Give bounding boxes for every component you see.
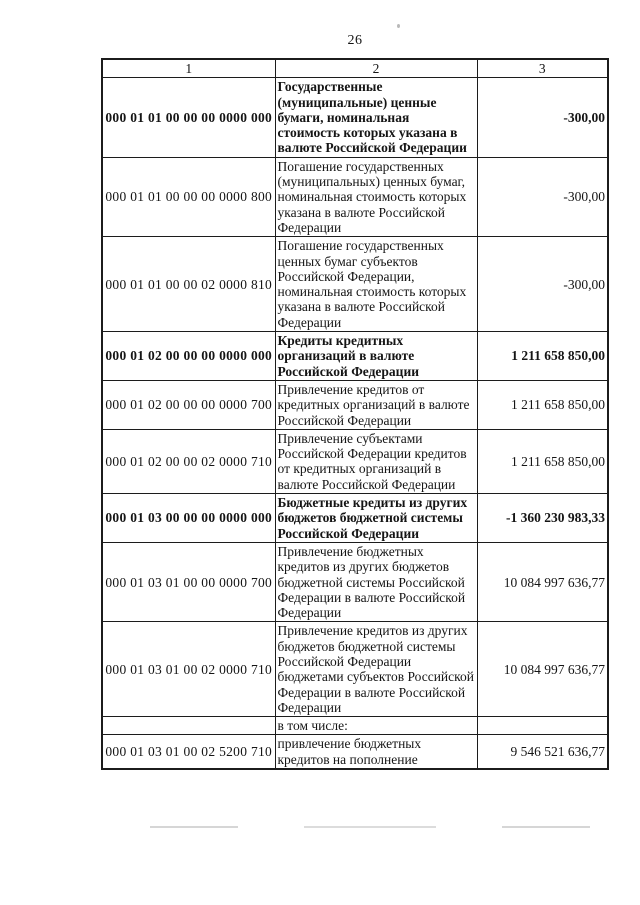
page-number: 26 — [347, 33, 363, 48]
amount-cell — [477, 717, 608, 735]
amount-cell: 10 084 997 636,77 — [477, 622, 608, 717]
description-cell: Кредиты кредитных организаций в валюте Российской Федерации — [275, 332, 477, 381]
budget-code-cell: 000 01 03 01 00 02 0000 710 — [102, 622, 275, 717]
budget-code-cell: 000 01 01 00 00 00 0000 000 — [102, 78, 275, 157]
budget-code-cell: 000 01 03 01 00 02 5200 710 — [102, 735, 275, 769]
amount-cell: -300,00 — [477, 157, 608, 236]
budget-code-cell: 000 01 03 00 00 00 0000 000 — [102, 494, 275, 543]
table-row — [102, 717, 608, 735]
budget-code-cell — [102, 717, 275, 735]
description-cell: Привлечение кредитов от кредитных организаций в валюте Российской Федерации — [275, 380, 477, 429]
amount-cell: 1 211 658 850,00 — [477, 332, 608, 381]
table-body — [102, 78, 608, 769]
table-row — [102, 237, 608, 332]
description-cell: в том числе: — [275, 717, 477, 735]
description-cell: Погашение государственных ценных бумаг субъектов Российской Федерации, номинальная стоимость которых указана в валюте Российской Федерации — [275, 237, 477, 332]
description-cell: Привлечение бюджетных кредитов из других бюджетов бюджетной системы Российской Федерации в валюте Российской Федерации — [275, 542, 477, 621]
amount-cell: 9 546 521 636,77 — [477, 735, 608, 769]
budget-code-cell: 000 01 02 00 00 00 0000 000 — [102, 332, 275, 381]
amount-cell: -300,00 — [477, 237, 608, 332]
amount-cell: -1 360 230 983,33 — [477, 494, 608, 543]
amount-cell: 10 084 997 636,77 — [477, 542, 608, 621]
amount-cell: 1 211 658 850,00 — [477, 380, 608, 429]
table-row — [102, 157, 608, 236]
table-row — [102, 429, 608, 493]
budget-code-cell: 000 01 01 00 00 00 0000 800 — [102, 157, 275, 236]
description-cell: Бюджетные кредиты из других бюджетов бюджетной системы Российской Федерации — [275, 494, 477, 543]
budget-code-cell: 000 01 01 00 00 02 0000 810 — [102, 237, 275, 332]
budget-sources-table — [101, 58, 609, 770]
description-cell: Государственные (муниципальные) ценные бумаги, номинальная стоимость которых указана в валюте Российской Федерации — [275, 78, 477, 157]
amount-cell: -300,00 — [477, 78, 608, 157]
table-row — [102, 542, 608, 621]
table-row — [102, 332, 608, 381]
table-row — [102, 622, 608, 717]
table-row — [102, 380, 608, 429]
column-header-code: 1 — [102, 59, 275, 78]
scan-artifact-dot — [397, 24, 400, 28]
description-cell: Привлечение субъектами Российской Федерации кредитов от кредитных организаций в валюте Российской Федерации — [275, 429, 477, 493]
table-row — [102, 735, 608, 769]
scan-artifact-smudge — [150, 826, 590, 828]
column-header-amount: 3 — [477, 59, 608, 78]
description-cell: Привлечение кредитов из других бюджетов бюджетной системы Российской Федерации бюджетами субъектов Российской Федерации в валюте Российской Федерации — [275, 622, 477, 717]
amount-cell: 1 211 658 850,00 — [477, 429, 608, 493]
column-header-description: 2 — [275, 59, 477, 78]
budget-code-cell: 000 01 03 01 00 00 0000 700 — [102, 542, 275, 621]
table-row — [102, 494, 608, 543]
budget-code-cell: 000 01 02 00 00 02 0000 710 — [102, 429, 275, 493]
description-cell: привлечение бюджетных кредитов на пополнение — [275, 735, 477, 769]
table-header-row — [102, 59, 608, 78]
description-cell: Погашение государственных (муниципальных) ценных бумаг, номинальная стоимость которых указана в валюте Российской Федерации — [275, 157, 477, 236]
budget-code-cell: 000 01 02 00 00 00 0000 700 — [102, 380, 275, 429]
table-row — [102, 78, 608, 157]
